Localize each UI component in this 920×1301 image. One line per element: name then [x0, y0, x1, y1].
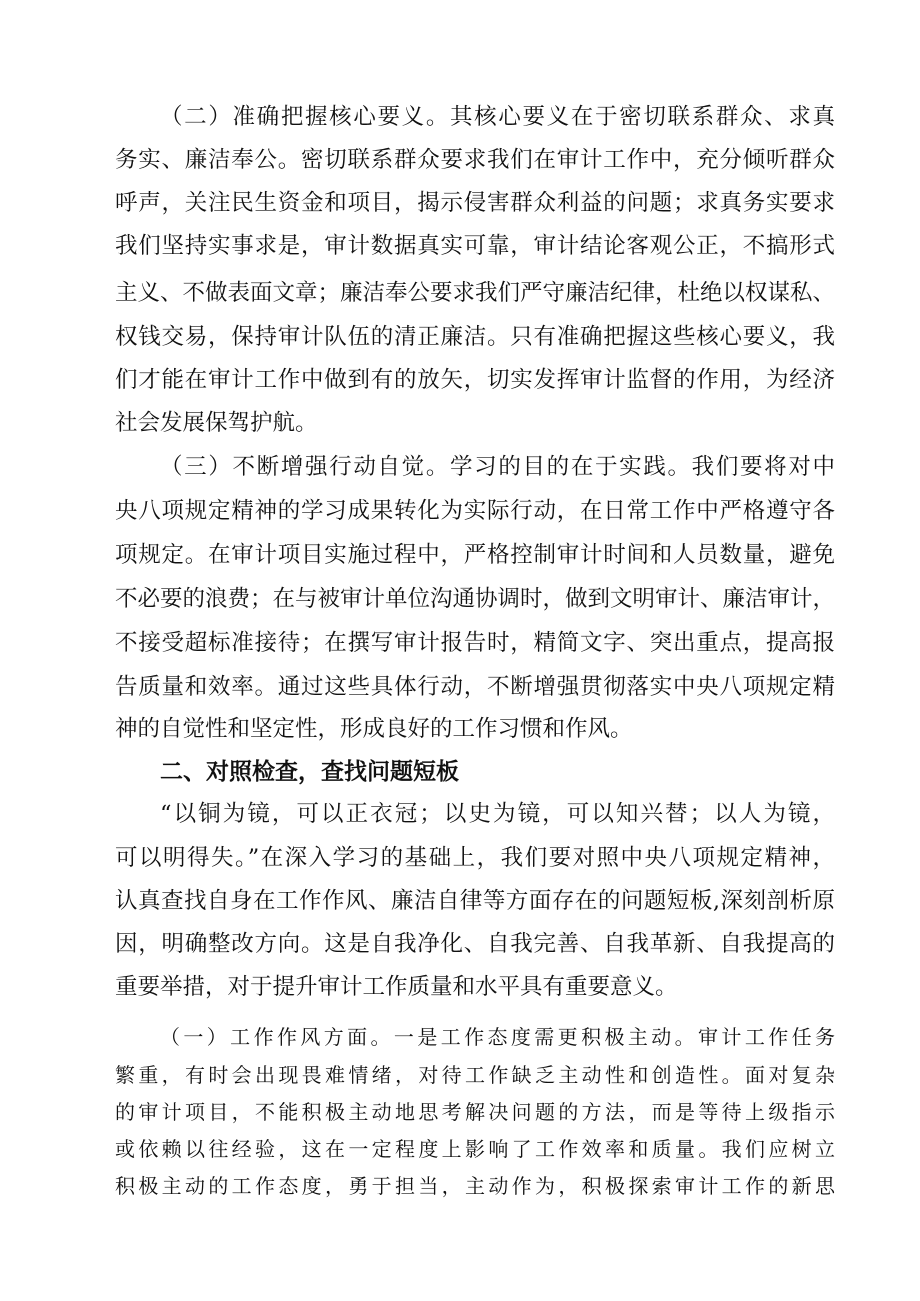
paragraph-line: （二）准确把握核心要义。其核心要义在于密切联系群众、求真 — [160, 104, 835, 130]
paragraph-line: 神的自觉性和坚定性，形成良好的工作习惯和作风。 — [115, 716, 633, 742]
paragraph-line: 主义、不做表面文章；廉洁奉公要求我们严守廉洁纪律，杜绝以权谋私、 — [115, 280, 835, 306]
paragraph-line: 因，明确整改方向。这是自我净化、自我完善、自我革新、自我提高的 — [115, 931, 835, 957]
paragraph-line: 社会发展保驾护航。 — [115, 410, 318, 436]
paragraph-line: （一）工作作风方面。一是工作态度需更积极主动。审计工作任务 — [160, 1025, 835, 1049]
paragraph-line: 我们坚持实事求是，审计数据真实可靠，审计结论客观公正，不搞形式 — [115, 233, 835, 259]
paragraph-line: （三）不断增强行动自觉。学习的目的在于实践。我们要将对中 — [160, 454, 835, 480]
paragraph-line: 务实、廉洁奉公。密切联系群众要求我们在审计工作中，充分倾听群众 — [115, 147, 835, 173]
paragraph-line: 积极主动的工作态度，勇于担当，主动作为，积极探索审计工作的新思 — [115, 1174, 835, 1198]
paragraph-line: 重要举措，对于提升审计工作质量和水平具有重要意义。 — [115, 974, 678, 1000]
paragraph-line: 不接受超标准接待；在撰写审计报告时，精简文字、突出重点，提高报 — [115, 630, 835, 656]
paragraph-line: 繁重，有时会出现畏难情绪，对待工作缺乏主动性和创造性。面对复杂 — [115, 1063, 835, 1087]
paragraph-line: 可以明得失。”在深入学习的基础上，我们要对照中央八项规定精神， — [115, 845, 835, 871]
paragraph-line: 央八项规定精神的学习成果转化为实际行动，在日常工作中严格遵守各 — [115, 498, 835, 524]
paragraph-line: 的审计项目，不能积极主动地思考解决问题的方法，而是等待上级指示 — [115, 1100, 835, 1124]
paragraph-line: 权钱交易，保持审计队伍的清正廉洁。只有准确把握这些核心要义，我 — [115, 324, 835, 350]
section-heading: 二、对照检查，查找问题短板 — [160, 759, 459, 785]
paragraph-line: 认真查找自身在工作作风、廉洁自律等方面存在的问题短板,深刻剖析原 — [115, 888, 835, 914]
paragraph-line: 们才能在审计工作中做到有的放矢，切实发挥审计监督的作用，为经济 — [115, 367, 835, 393]
paragraph-line: “以铜为镜，可以正衣冠；以史为镜，可以知兴替；以人为镜， — [160, 801, 835, 827]
paragraph-line: 呼声，关注民生资金和项目，揭示侵害群众利益的问题；求真务实要求 — [115, 190, 835, 216]
paragraph-line: 项规定。在审计项目实施过程中，严格控制审计时间和人员数量，避免 — [115, 542, 835, 568]
paragraph-line: 告质量和效率。通过这些具体行动，不断增强贯彻落实中央八项规定精 — [115, 674, 835, 700]
paragraph-line: 不必要的浪费；在与被审计单位沟通协调时，做到文明审计、廉洁审计， — [115, 586, 835, 612]
paragraph-line: 或依赖以往经验，这在一定程度上影响了工作效率和质量。我们应树立 — [115, 1137, 835, 1161]
